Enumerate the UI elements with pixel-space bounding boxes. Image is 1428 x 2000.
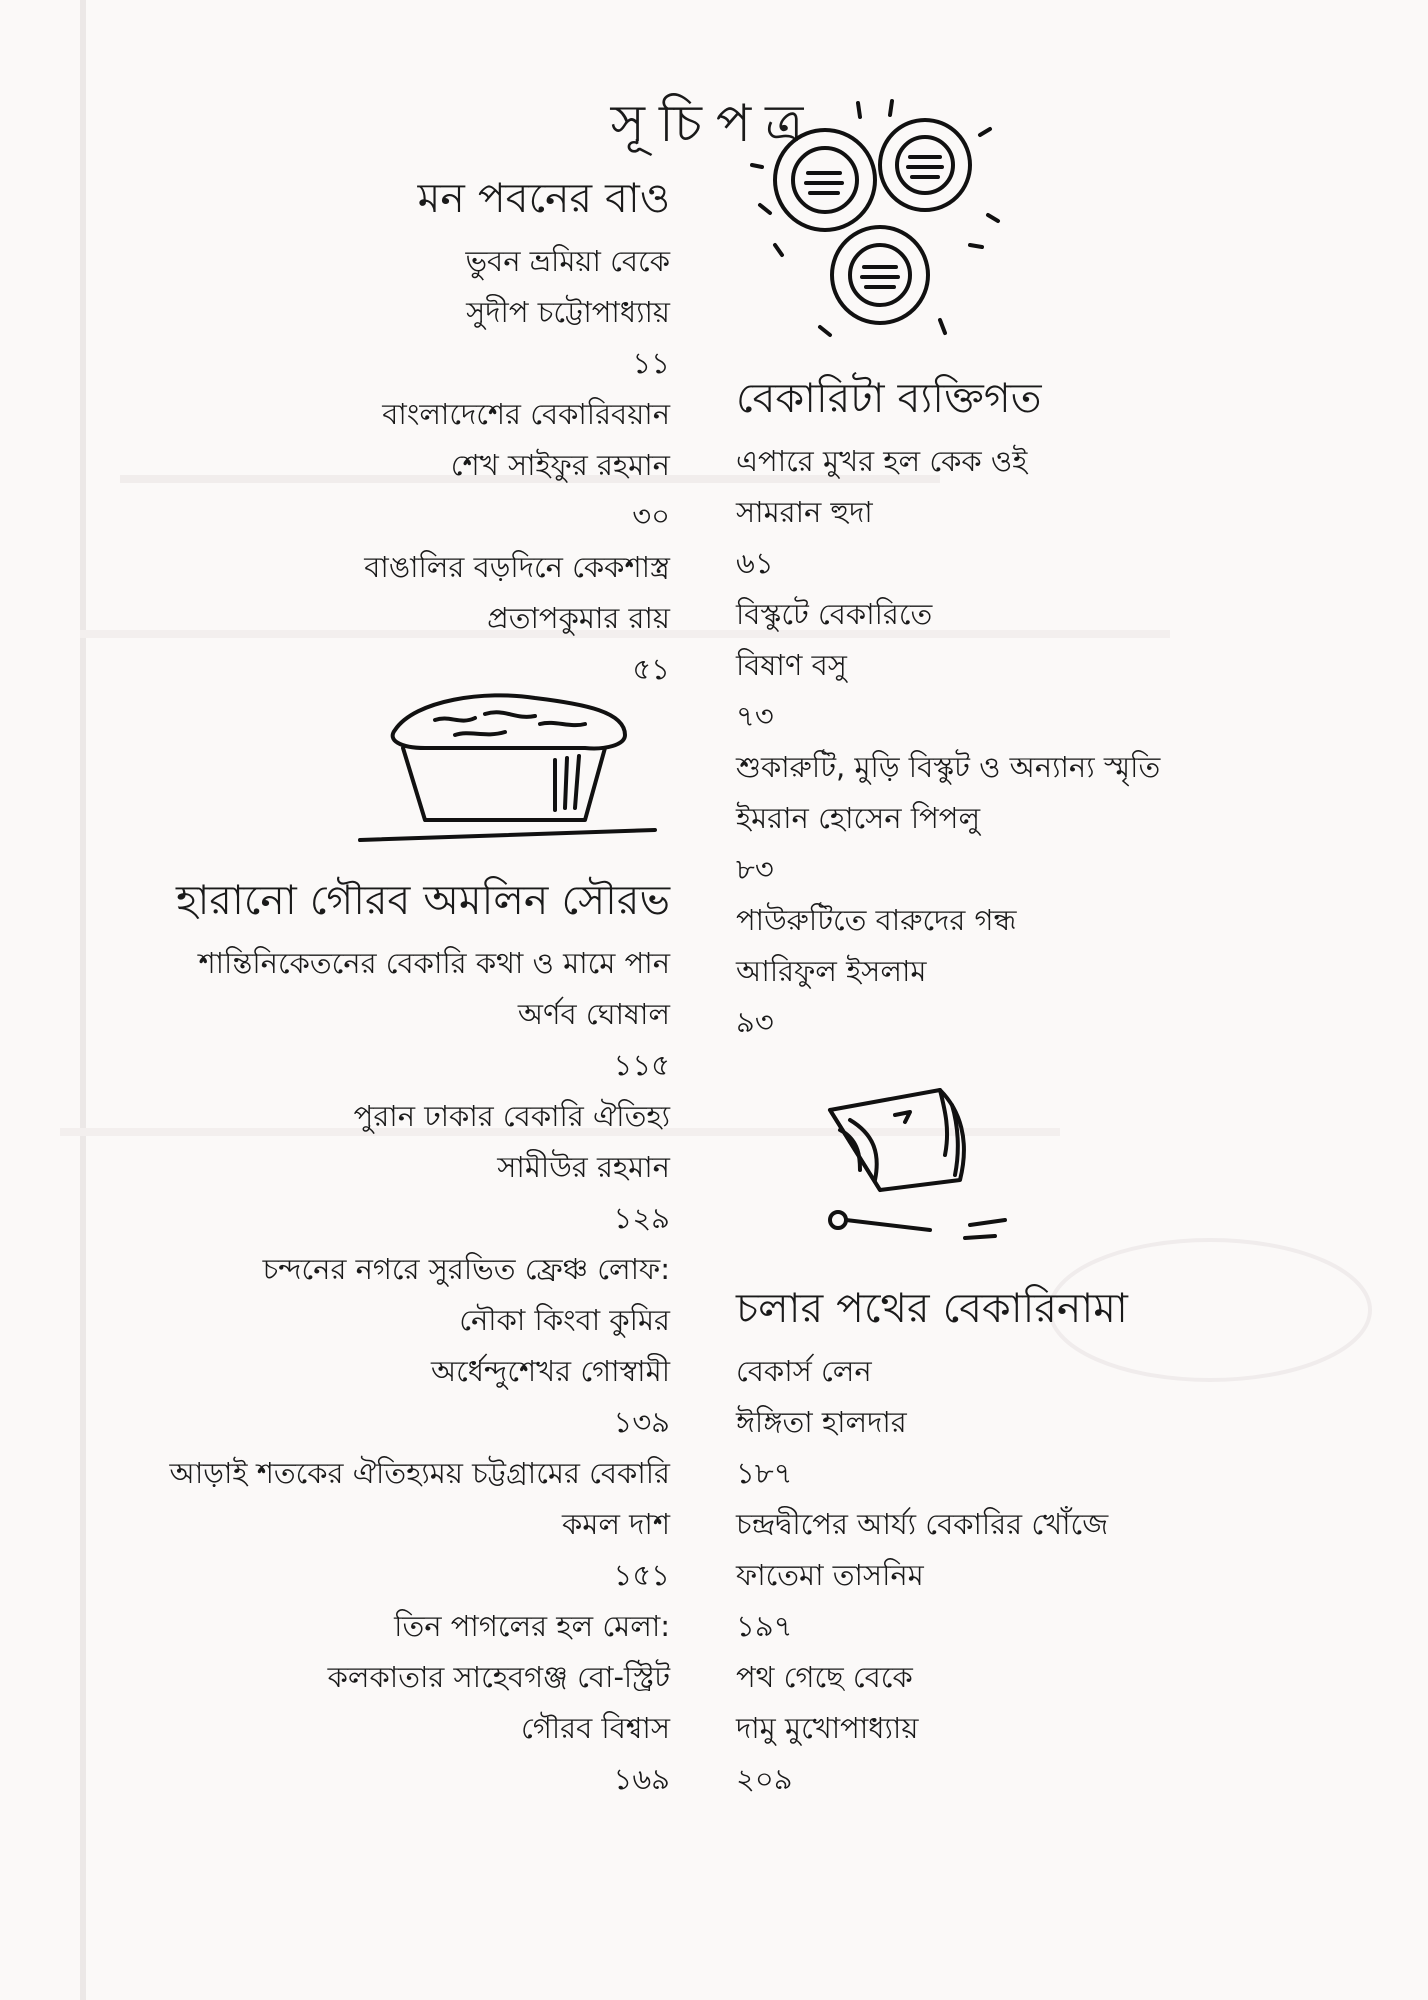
entry-title: তিন পাগলের হল মেলা:	[394, 1609, 670, 1643]
entry-title: বাংলাদেশের বেকারিবয়ান	[382, 397, 670, 431]
entry-title: শুকারুটি, মুড়ি বিস্কুট ও অন্যান্য স্মৃতি	[736, 750, 1161, 784]
entry-title: বেকার্স লেন	[736, 1354, 872, 1388]
page-title: সূচিপত্র	[610, 93, 818, 154]
entry-author: ফাতেমা তাসনিম	[736, 1558, 924, 1592]
section-bekarita-byaktigoto	[736, 370, 1376, 1048]
entry-page: ১৬৯	[613, 1762, 670, 1796]
section-heading: চলার পথের বেকারিনামা	[736, 1284, 1128, 1332]
cake-slice-illustration	[820, 1080, 1030, 1250]
entry-page: ১৯৭	[736, 1609, 793, 1643]
entry-author: সামীউর রহমান	[497, 1150, 670, 1184]
entry-author: প্রতাপকুমার রায়	[487, 601, 670, 635]
entry-author: ইমরান হোসেন পিপলু	[736, 801, 981, 835]
entry-title: নৌকা কিংবা কুমির	[459, 1303, 670, 1337]
entry-page: ৩০	[632, 499, 670, 533]
entry-author: দামু মুখোপাধ্যায়	[736, 1711, 919, 1745]
entry-title: চন্দনের নগরে সুরভিত ফ্রেঞ্চ লোফ:	[262, 1252, 670, 1286]
entry-title: শান্তিনিকেতনের বেকারি কথা ও মামে পান	[198, 946, 670, 980]
entry-page: ৯৩	[736, 1005, 774, 1039]
entry-author: আরিফুল ইসলাম	[736, 954, 927, 988]
muffin-illustration	[355, 690, 675, 850]
entry-page: ১৩৯	[613, 1405, 670, 1439]
entry-author: ঈঙ্গিতা হালদার	[736, 1405, 907, 1439]
entry-title: আড়াই শতকের ঐতিহ্যময় চট্টগ্রামের বেকারি	[169, 1456, 670, 1490]
entry-page: ৬১	[736, 546, 774, 580]
entry-author: শেখ সাইফুর রহমান	[450, 448, 670, 482]
section-harano-gourab	[60, 872, 670, 1805]
entry-title: পুরান ঢাকার বেকারি ঐতিহ্য	[353, 1099, 670, 1133]
entry-title: ভুবন ভ্রমিয়া বেকে	[465, 244, 670, 278]
section-heading: মন পবনের বাও	[417, 174, 670, 222]
entry-title: চন্দ্রদ্বীপের আর্য্য বেকারির খোঁজে	[736, 1507, 1109, 1541]
entry-page: ২০৯	[736, 1762, 793, 1796]
entry-page: ১১৫	[613, 1048, 670, 1082]
section-cholar-pother-bekarinama	[736, 1280, 1376, 1805]
entry-title: এপারে মুখর হল কেক ওই	[736, 444, 1028, 478]
entry-author: কমল দাশ	[561, 1507, 670, 1541]
entry-author: সামরান হুদা	[736, 495, 873, 529]
section-heading: হারানো গৌরব অমলিন সৌরভ	[176, 876, 670, 924]
section-mon-poboner-bao	[90, 170, 670, 695]
entry-page: ৫১	[632, 652, 670, 686]
entry-page: ১২৯	[613, 1201, 670, 1235]
entry-author: অর্ণব ঘোষাল	[517, 997, 670, 1031]
entry-title: বিস্কুটে বেকারিতে	[736, 597, 933, 631]
entry-page: ১৫১	[613, 1558, 670, 1592]
entry-author: সুদীপ চট্টোপাধ্যায়	[466, 295, 670, 329]
entry-author: বিষাণ বসু	[736, 648, 847, 682]
entry-title: কলকাতার সাহেবগঞ্জ বো-স্ট্রিট	[327, 1660, 670, 1694]
biscuits-illustration	[740, 95, 1010, 345]
section-heading: বেকারিটা ব্যক্তিগত	[736, 374, 1042, 422]
entry-title: পাউরুটিতে বারুদের গন্ধ	[736, 903, 1017, 937]
entry-page: ৮৩	[736, 852, 774, 886]
entry-author: অর্ধেন্দুশেখর গোস্বামী	[431, 1354, 670, 1388]
entry-title: পথ গেছে বেকে	[736, 1660, 913, 1694]
entry-page: ৭৩	[736, 699, 774, 733]
entry-page: ১১	[632, 346, 670, 380]
entry-page: ১৮৭	[736, 1456, 793, 1490]
entry-author: গৌরব বিশ্বাস	[521, 1711, 670, 1745]
entry-title: বাঙালির বড়দিনে কেকশাস্ত্র	[364, 550, 670, 584]
